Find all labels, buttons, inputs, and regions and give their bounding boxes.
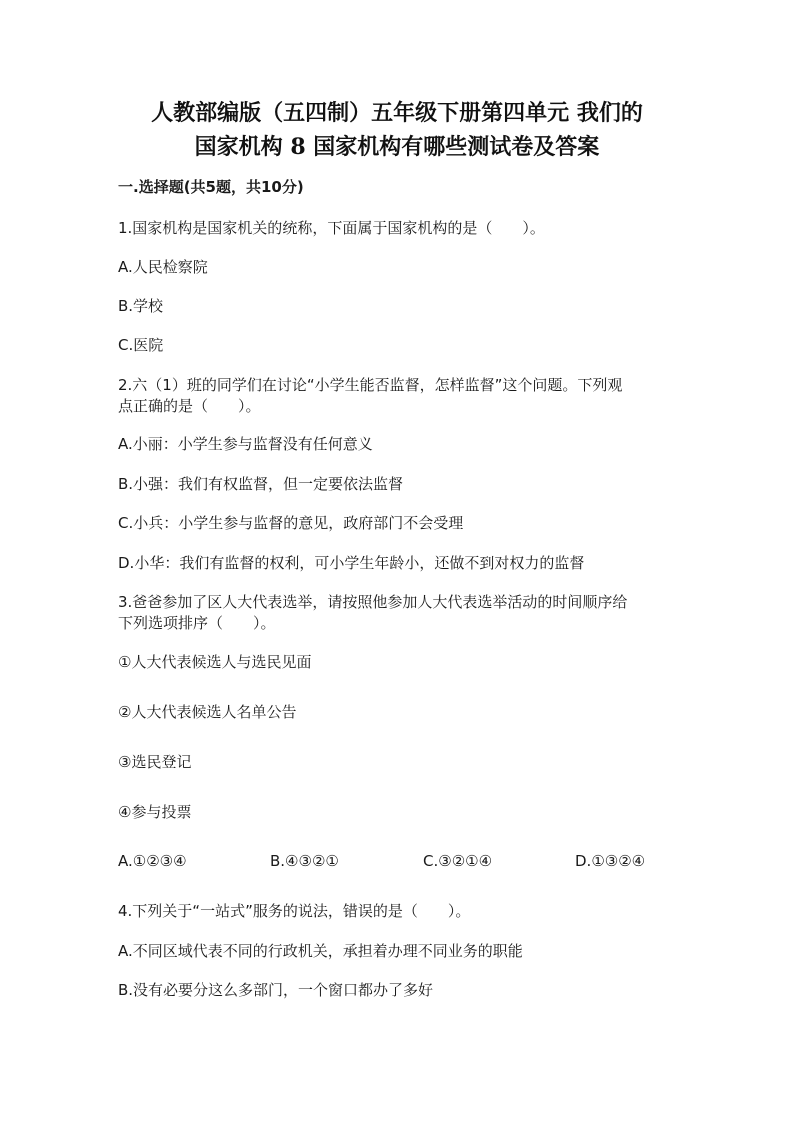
question-2-option-b: B.小强：我们有权监督，但一定要依法监督 <box>118 475 404 493</box>
question-4-option-b: B.没有必要分这么多部门，一个窗口都办了多好 <box>118 981 434 999</box>
question-3-item-4: ④参与投票 <box>118 803 192 821</box>
question-3-item-1: ①人大代表候选人与选民见面 <box>118 653 312 671</box>
question-2-stem-line-1: 2.六（1）班的同学们在讨论“小学生能否监督，怎样监督”这个问题。下列观 <box>118 376 623 394</box>
question-1-option-b: B.学校 <box>118 297 164 315</box>
title-line-1: 人教部编版（五四制）五年级下册第四单元 我们的 <box>151 100 643 126</box>
question-3-option-b: B.④③②① <box>270 852 339 870</box>
question-1-stem: 1.国家机构是国家机关的统称，下面属于国家机构的是（ ）。 <box>118 219 545 237</box>
question-4-stem: 4.下列关于“一站式”服务的说法，错误的是（ ）。 <box>118 902 471 920</box>
question-3-option-d: D.①③②④ <box>575 852 646 870</box>
question-1-option-c: C.医院 <box>118 336 164 354</box>
question-3-stem-line-2: 下列选项排序（ ）。 <box>118 614 276 632</box>
question-3-stem-line-1: 3.爸爸参加了区人大代表选举，请按照他参加人大代表选举活动的时间顺序给 <box>118 593 628 611</box>
title-line-2: 国家机构 8 国家机构有哪些测试卷及答案 <box>194 134 600 160</box>
question-3-option-a: A.①②③④ <box>118 852 187 870</box>
question-4-option-a: A.不同区域代表不同的行政机关，承担着办理不同业务的职能 <box>118 942 523 960</box>
question-1-option-a: A.人民检察院 <box>118 258 208 276</box>
question-3-item-3: ③选民登记 <box>118 753 192 771</box>
question-2-option-c: C.小兵：小学生参与监督的意见，政府部门不会受理 <box>118 514 464 532</box>
question-3-option-c: C.③②①④ <box>423 852 493 870</box>
section-heading: 一.选择题(共5题，共10分) <box>118 178 304 196</box>
question-2-option-a: A.小丽：小学生参与监督没有任何意义 <box>118 435 373 453</box>
question-2-option-d: D.小华：我们有监督的权利，可小学生年龄小，还做不到对权力的监督 <box>118 554 585 572</box>
question-2-stem-line-2: 点正确的是（ ）。 <box>118 397 261 415</box>
question-3-item-2: ②人大代表候选人名单公告 <box>118 703 297 721</box>
